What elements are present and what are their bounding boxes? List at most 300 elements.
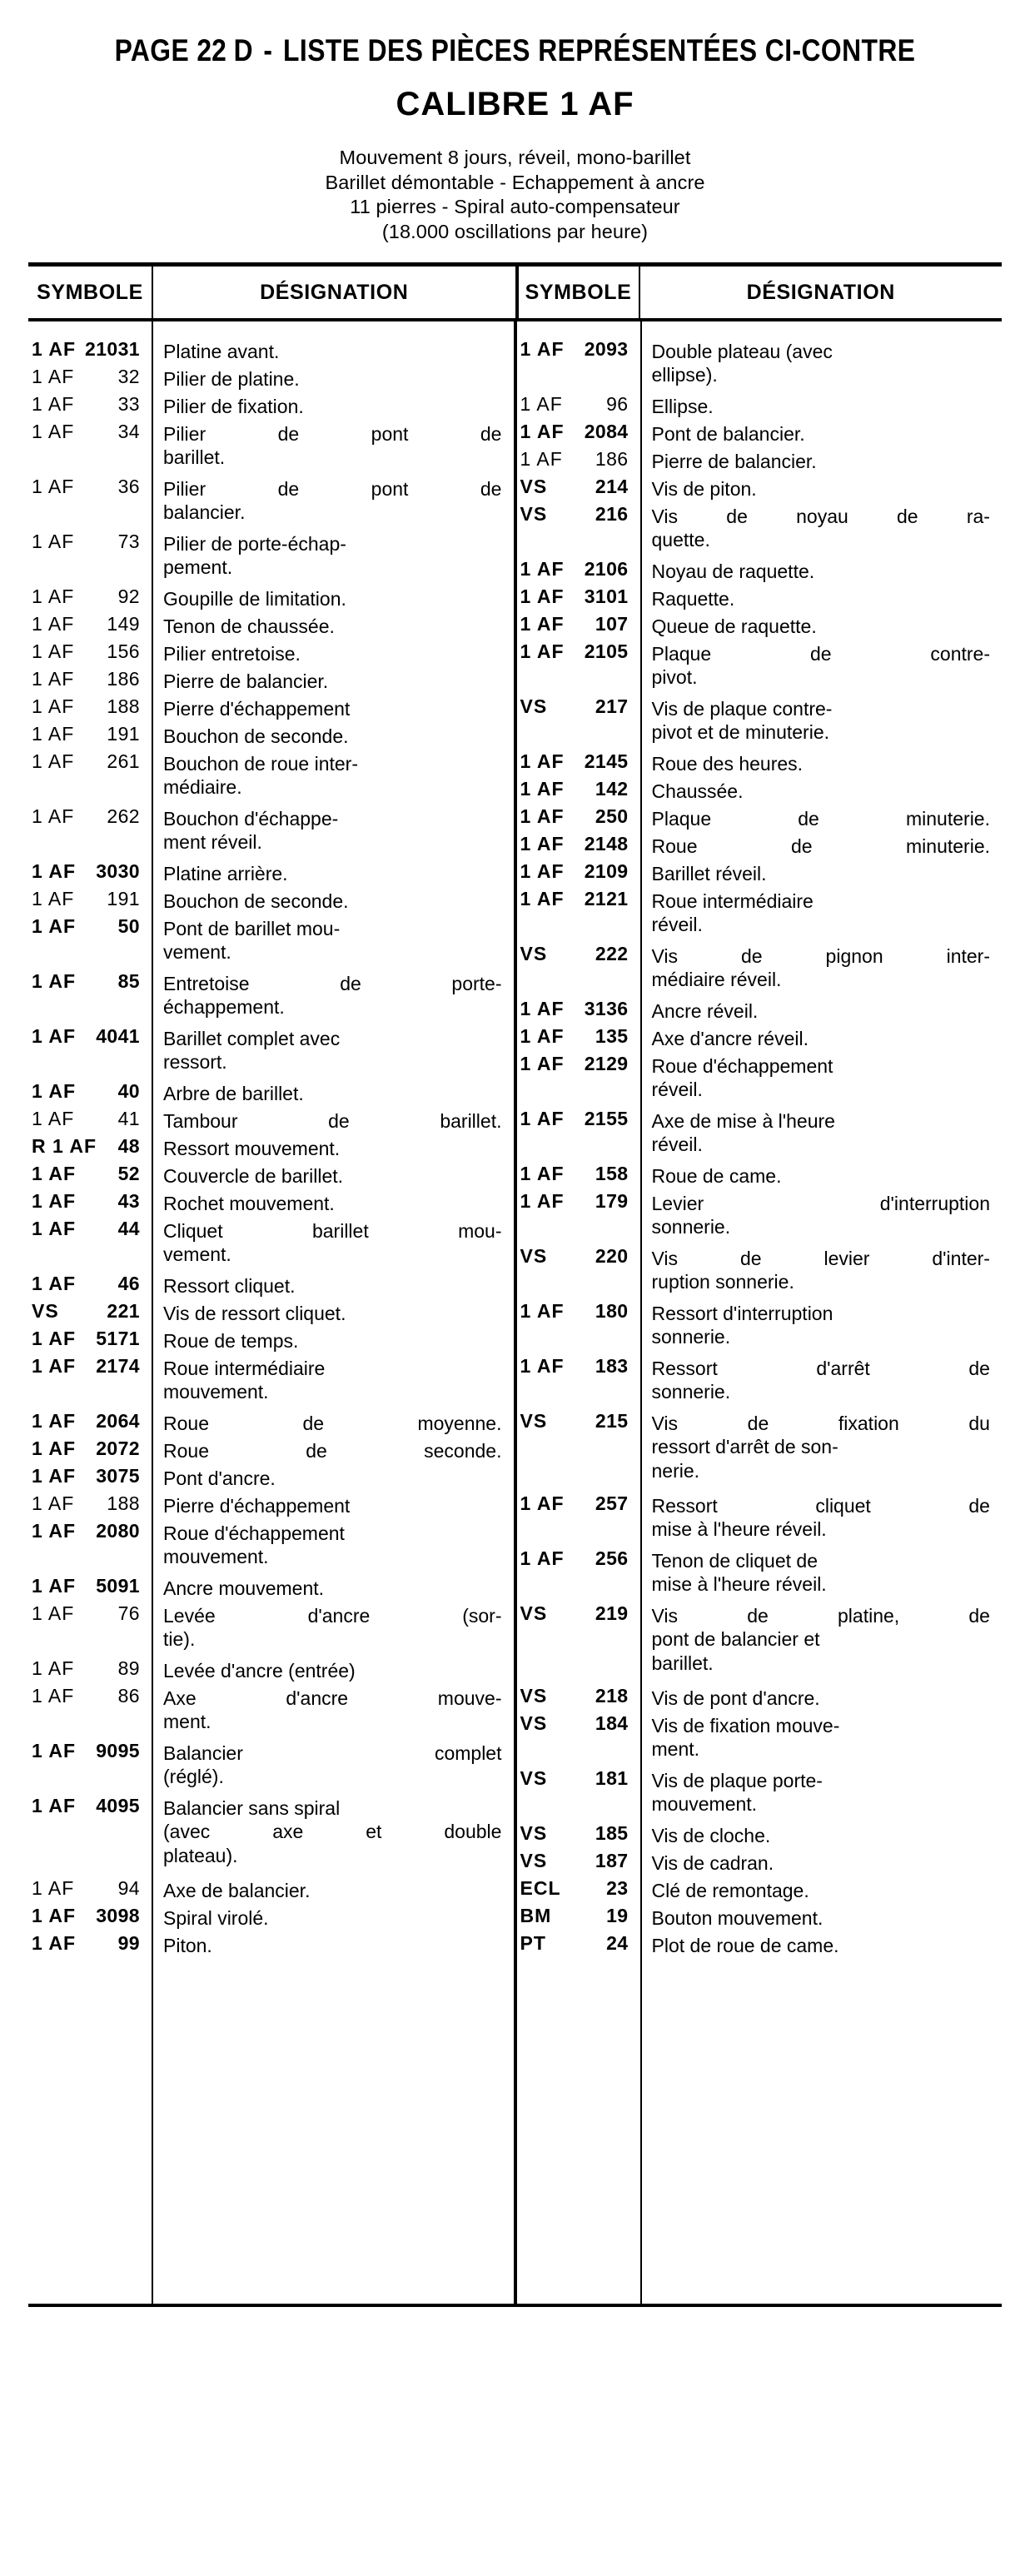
- designation-line: Entretoise de porte-: [163, 973, 502, 995]
- part-symbol-prefix: 1 AF: [32, 1795, 76, 1817]
- part-symbol: [28, 1219, 152, 1274]
- designation-line: Pont d'ancre.: [163, 1467, 276, 1490]
- part-symbol-prefix: VS: [520, 1685, 548, 1707]
- part-symbol-prefix: 1 AF: [520, 338, 565, 361]
- part-symbol: [517, 1412, 640, 1494]
- designation-line: Pont de balancier.: [651, 423, 805, 446]
- part-symbol-number: 219: [595, 1602, 629, 1625]
- calibre-title: CALIBRE 1 AF: [396, 86, 634, 122]
- designation-line: ment réveil.: [163, 831, 262, 854]
- part-symbol-prefix: 1 AF: [520, 421, 565, 443]
- designation-line: Vis de ressort cliquet.: [163, 1303, 346, 1325]
- part-symbol-prefix: 1 AF: [32, 1602, 75, 1625]
- table-row-symbol: [517, 1027, 640, 1054]
- designation-line: Bouchon d'échappe-: [163, 808, 339, 830]
- part-symbol-number: 48: [117, 1135, 140, 1158]
- part-symbol: [517, 340, 640, 395]
- designation-line: Tenon de chaussée.: [163, 615, 335, 638]
- part-symbol-number: 250: [595, 805, 629, 828]
- table-row-symbol: [28, 1302, 152, 1329]
- designation-line: Cliquet barillet mou-: [163, 1220, 502, 1243]
- designation-line: mouvement.: [651, 1793, 758, 1816]
- part-symbol: [28, 1137, 152, 1164]
- designation-line: vement.: [163, 1243, 231, 1266]
- table-row-symbol: [517, 944, 640, 999]
- part-designation: [642, 1247, 1003, 1302]
- page-header: [0, 0, 1030, 244]
- designation-line: Vis de plaque contre-: [651, 698, 833, 720]
- part-symbol-prefix: 1 AF: [32, 1328, 76, 1350]
- designation-line: Axe de balancier.: [163, 1880, 311, 1902]
- part-symbol-prefix: 1 AF: [32, 613, 75, 635]
- table-row-symbol: [517, 1769, 640, 1824]
- part-symbol-number: 3098: [96, 1905, 140, 1927]
- table-row-designation: [642, 780, 1003, 807]
- designation-line: Plot de roue de came.: [651, 1935, 839, 1957]
- part-symbol-prefix: VS: [520, 943, 548, 965]
- part-symbol-prefix: 1 AF: [520, 1355, 565, 1378]
- designation-line: pement.: [163, 556, 233, 579]
- table-row-symbol: [28, 1219, 152, 1274]
- table-row-designation: [642, 835, 1003, 862]
- part-designation: [642, 477, 1003, 505]
- part-designation: [153, 725, 514, 752]
- designation-line: Barillet réveil.: [651, 863, 767, 885]
- part-designation: [642, 807, 1003, 835]
- table-row-designation: [153, 1274, 514, 1302]
- part-symbol: [517, 780, 640, 807]
- table-row-designation: [642, 1824, 1003, 1851]
- part-symbol: [517, 1714, 640, 1769]
- part-symbol-prefix: 1 AF: [32, 421, 75, 443]
- table-row-designation: [642, 1906, 1003, 1934]
- table-row-symbol: [28, 340, 152, 367]
- table-row-symbol: [28, 1467, 152, 1494]
- part-symbol: [28, 1467, 152, 1494]
- part-symbol-number: 142: [595, 778, 629, 800]
- table-row-symbol: [28, 532, 152, 587]
- part-designation: [153, 642, 514, 670]
- designation-line: vement.: [163, 941, 231, 964]
- part-symbol-prefix: 1 AF: [32, 1410, 76, 1432]
- part-symbol-prefix: 1 AF: [520, 393, 563, 416]
- table-row-symbol: [517, 1412, 640, 1494]
- part-symbol: [517, 450, 640, 477]
- part-symbol: [517, 642, 640, 697]
- part-symbol: [28, 1412, 152, 1439]
- designation-line: médiaire réveil.: [651, 969, 782, 991]
- table-row-symbol: [28, 697, 152, 725]
- table-row-symbol: [517, 477, 640, 505]
- table-row-designation: [153, 1357, 514, 1412]
- designation-line: Tambour de barillet.: [163, 1110, 502, 1133]
- table-row-designation: [153, 697, 514, 725]
- table-row-symbol: [28, 1274, 152, 1302]
- part-symbol-prefix: 1 AF: [32, 750, 75, 773]
- part-symbol: [517, 1357, 640, 1412]
- part-designation: [153, 1357, 514, 1412]
- part-symbol: [517, 1906, 640, 1934]
- part-symbol: [517, 999, 640, 1027]
- designation-line: mise à l'heure réveil.: [651, 1573, 827, 1596]
- part-symbol-prefix: 1 AF: [520, 888, 565, 910]
- table-row-symbol: [517, 862, 640, 889]
- part-symbol-prefix: VS: [520, 476, 548, 498]
- table-bottom-rule: [28, 2304, 1002, 2307]
- designation-line: ellipse).: [651, 364, 718, 386]
- part-symbol: [517, 889, 640, 944]
- table-row-designation: [642, 1027, 1003, 1054]
- designation-line: Ressort cliquet de: [651, 1495, 990, 1517]
- part-designation: [153, 972, 514, 1027]
- part-symbol-prefix: 1 AF: [32, 1025, 76, 1048]
- part-symbol-number: 9095: [96, 1740, 140, 1762]
- table-row-symbol: [517, 560, 640, 587]
- part-symbol-number: 3101: [584, 585, 629, 608]
- page-title-dash: -: [263, 33, 273, 67]
- designation-line: sonnerie.: [651, 1216, 731, 1238]
- part-symbol-number: 2148: [584, 833, 629, 855]
- part-symbol: [28, 889, 152, 917]
- designation-line: ressort d'arrêt de son-: [651, 1436, 838, 1458]
- page-title-rest: LISTE DES PIÈCES REPRÉSENTÉES CI-CONTRE: [283, 33, 916, 67]
- table-row-symbol: [28, 725, 152, 752]
- part-designation: [153, 532, 514, 587]
- part-designation: [153, 1219, 514, 1274]
- part-symbol: [517, 1824, 640, 1851]
- table-row-symbol: [28, 1741, 152, 1796]
- part-symbol: [28, 1302, 152, 1329]
- designation-line: Vis de platine, de: [651, 1605, 990, 1627]
- table-row-designation: [642, 1934, 1003, 1961]
- table-row-symbol: [517, 999, 640, 1027]
- part-symbol: [517, 1164, 640, 1192]
- part-designation: [153, 1741, 514, 1796]
- part-symbol-prefix: 1 AF: [32, 970, 76, 993]
- designation-line: Vis de piton.: [651, 478, 757, 501]
- table-row-designation: [153, 1687, 514, 1741]
- part-symbol: [28, 642, 152, 670]
- designation-line: Roue de minuterie.: [651, 835, 990, 858]
- part-symbol-number: 262: [107, 805, 140, 828]
- part-symbol-number: 135: [595, 1025, 629, 1048]
- part-designation: [642, 697, 1003, 752]
- table-row-designation: [642, 1851, 1003, 1879]
- part-symbol-number: 23: [606, 1877, 629, 1900]
- part-symbol: [28, 422, 152, 477]
- part-symbol: [517, 807, 640, 835]
- table-row-symbol: [28, 670, 152, 697]
- part-symbol-number: 4095: [96, 1795, 140, 1817]
- part-symbol-number: 222: [595, 943, 629, 965]
- part-symbol-number: 92: [117, 585, 140, 608]
- part-symbol-number: 2129: [584, 1053, 629, 1075]
- table-row-designation: [153, 367, 514, 395]
- part-designation: [642, 1549, 1003, 1604]
- table-row-symbol: [517, 807, 640, 835]
- designation-line: barillet.: [163, 446, 226, 469]
- part-symbol-number: 184: [595, 1712, 629, 1735]
- table-row-symbol: [517, 450, 640, 477]
- part-symbol-number: 2155: [584, 1108, 629, 1130]
- table-row-symbol: [517, 835, 640, 862]
- designation-line: réveil.: [651, 1079, 703, 1101]
- table-row-designation: [153, 1522, 514, 1577]
- part-symbol-prefix: 1 AF: [520, 448, 563, 471]
- part-designation: [153, 752, 514, 807]
- part-symbol: [28, 1329, 152, 1357]
- part-symbol-prefix: 1 AF: [32, 1685, 75, 1707]
- part-symbol-number: 21031: [85, 338, 140, 361]
- table-row-designation: [153, 1329, 514, 1357]
- description-line-4: (18.000 oscillations par heure): [381, 220, 649, 242]
- part-symbol: [517, 395, 640, 422]
- part-symbol-number: 76: [117, 1602, 140, 1625]
- part-designation: [642, 587, 1003, 615]
- part-symbol-prefix: 1 AF: [32, 695, 75, 718]
- page-title-page-number: 22 D: [197, 33, 253, 67]
- table-row-symbol: [28, 1522, 152, 1577]
- table-row-symbol: [517, 1549, 640, 1604]
- table-row-designation: [153, 532, 514, 587]
- designation-line: ment.: [163, 1711, 211, 1733]
- part-symbol: [517, 1192, 640, 1247]
- designation-line: Vis de levier d'inter-: [651, 1248, 990, 1270]
- part-symbol-prefix: 1 AF: [520, 1163, 565, 1185]
- part-symbol: [28, 1741, 152, 1796]
- table-row-symbol: [28, 917, 152, 972]
- part-designation: [153, 587, 514, 615]
- designation-line: pont de balancier et: [651, 1628, 820, 1651]
- table-row-designation: [642, 1302, 1003, 1357]
- part-symbol: [28, 1577, 152, 1604]
- designation-line: Queue de raquette.: [651, 615, 817, 638]
- part-symbol-prefix: 1 AF: [32, 1905, 76, 1927]
- part-designation: [153, 1302, 514, 1329]
- part-symbol-number: 24: [606, 1932, 629, 1955]
- designation-line: Pierre d'échappement: [163, 1495, 351, 1517]
- table-row-symbol: [28, 1357, 152, 1412]
- designation-line: Pilier de fixation.: [163, 396, 304, 418]
- part-symbol-prefix: 1 AF: [520, 558, 565, 580]
- part-designation: [153, 1522, 514, 1577]
- table-row-designation: [153, 1219, 514, 1274]
- designation-line: Ressort d'interruption: [651, 1303, 833, 1325]
- designation-line: Arbre de barillet.: [163, 1083, 304, 1105]
- designation-line: Clé de remontage.: [651, 1880, 809, 1902]
- part-symbol-number: 188: [107, 695, 140, 718]
- designation-line: Pierre d'échappement: [163, 698, 351, 720]
- designation-line: réveil.: [651, 1134, 703, 1156]
- part-symbol-number: 215: [595, 1410, 629, 1432]
- designation-line: mouvement.: [163, 1546, 269, 1568]
- part-designation: [153, 1192, 514, 1219]
- designation-line: sonnerie.: [651, 1326, 731, 1348]
- left-column-block: [28, 321, 514, 2304]
- part-symbol-number: 44: [117, 1218, 140, 1240]
- table-row-designation: [153, 752, 514, 807]
- part-symbol-prefix: BM: [520, 1905, 552, 1927]
- designation-line: Pierre de balancier.: [163, 670, 329, 693]
- part-designation: [642, 1879, 1003, 1906]
- designation-line: ruption sonnerie.: [651, 1271, 794, 1293]
- table-row-designation: [153, 670, 514, 697]
- part-symbol-number: 188: [107, 1492, 140, 1515]
- part-symbol-number: 2174: [96, 1355, 140, 1378]
- part-designation: [642, 1851, 1003, 1879]
- part-symbol-prefix: 1 AF: [32, 393, 75, 416]
- table-row-symbol: [517, 505, 640, 560]
- table-row-designation: [153, 1659, 514, 1687]
- table-row-designation: [642, 1714, 1003, 1769]
- left-designation-column: [152, 321, 514, 2304]
- designation-line: (avec axe et double: [163, 1821, 502, 1843]
- designation-line: (réglé).: [163, 1766, 224, 1788]
- header-designation-left: DÉSIGNATION: [152, 267, 515, 318]
- table-row-symbol: [28, 1687, 152, 1741]
- part-symbol-prefix: VS: [520, 1850, 548, 1872]
- designation-line: mouvement.: [163, 1381, 269, 1403]
- right-column-block: [517, 321, 1003, 2304]
- table-row-symbol: [517, 1604, 640, 1687]
- part-symbol-prefix: 1 AF: [520, 833, 565, 855]
- part-designation: [153, 1329, 514, 1357]
- table-row-designation: [642, 1769, 1003, 1824]
- designation-line: Pierre de balancier.: [651, 451, 817, 473]
- part-designation: [153, 1879, 514, 1906]
- part-symbol-prefix: 1 AF: [32, 1877, 75, 1900]
- part-symbol: [517, 1027, 640, 1054]
- part-designation: [153, 422, 514, 477]
- table-row-symbol: [28, 1604, 152, 1659]
- part-symbol-number: 99: [117, 1932, 140, 1955]
- part-symbol-prefix: 1 AF: [520, 640, 565, 663]
- part-symbol-prefix: VS: [520, 503, 548, 526]
- part-designation: [642, 560, 1003, 587]
- table-row-designation: [642, 1412, 1003, 1494]
- designation-line: Noyau de raquette.: [651, 561, 815, 583]
- part-symbol-number: 19: [606, 1905, 629, 1927]
- part-designation: [153, 1659, 514, 1687]
- part-symbol-prefix: 1 AF: [520, 1190, 565, 1213]
- table-row-symbol: [517, 615, 640, 642]
- table-row-symbol: [517, 697, 640, 752]
- part-symbol-prefix: 1 AF: [520, 585, 565, 608]
- designation-line: Levier d'interruption: [651, 1193, 990, 1215]
- part-symbol-prefix: 1 AF: [32, 1657, 75, 1680]
- part-symbol-number: 220: [595, 1245, 629, 1268]
- part-symbol-prefix: 1 AF: [520, 1492, 565, 1515]
- designation-line: Vis de cadran.: [651, 1852, 774, 1875]
- part-symbol-prefix: VS: [520, 1245, 548, 1268]
- table-row-designation: [642, 615, 1003, 642]
- right-symbole-column: [517, 321, 640, 2304]
- part-symbol: [517, 944, 640, 999]
- part-symbol: [28, 340, 152, 367]
- part-designation: [153, 697, 514, 725]
- designation-line: Vis de noyau de ra-: [651, 506, 990, 528]
- table-row-designation: [153, 615, 514, 642]
- designation-line: Roue d'échappement: [163, 1522, 345, 1545]
- table-row-symbol: [28, 1494, 152, 1522]
- designation-line: Pilier de platine.: [163, 368, 300, 391]
- part-symbol: [517, 835, 640, 862]
- table-row-designation: [153, 422, 514, 477]
- table-row-symbol: [517, 395, 640, 422]
- table-row-symbol: [28, 1659, 152, 1687]
- designation-line: Ancre mouvement.: [163, 1577, 325, 1600]
- part-symbol-prefix: 1 AF: [32, 1190, 76, 1213]
- designation-line: Vis de cloche.: [651, 1825, 771, 1847]
- part-symbol-number: 46: [117, 1273, 140, 1295]
- part-symbol-prefix: 1 AF: [32, 1355, 76, 1378]
- table-row-symbol: [28, 422, 152, 477]
- part-symbol: [517, 477, 640, 505]
- part-symbol-number: 32: [117, 366, 140, 388]
- part-symbol-prefix: 1 AF: [32, 805, 75, 828]
- table-row-designation: [642, 560, 1003, 587]
- part-designation: [642, 862, 1003, 889]
- designation-line: sonnerie.: [651, 1381, 731, 1403]
- table-row-designation: [153, 1879, 514, 1906]
- part-symbol: [517, 1054, 640, 1109]
- designation-line: Ressort mouvement.: [163, 1138, 341, 1160]
- designation-line: Piton.: [163, 1935, 212, 1957]
- table-header-row: [28, 267, 1002, 321]
- designation-line: Pilier de pont de: [163, 478, 502, 501]
- table-row-designation: [153, 1796, 514, 1879]
- part-symbol-number: 33: [117, 393, 140, 416]
- designation-line: Roue de came.: [651, 1165, 782, 1188]
- table-row-designation: [642, 862, 1003, 889]
- table-row-designation: [153, 1027, 514, 1082]
- part-symbol: [28, 1164, 152, 1192]
- designation-line: Axe de mise à l'heure: [651, 1110, 835, 1133]
- part-designation: [642, 1302, 1003, 1357]
- designation-line: Bouchon de roue inter-: [163, 753, 358, 775]
- part-symbol-number: 86: [117, 1685, 140, 1707]
- table-row-symbol: [517, 1054, 640, 1109]
- part-symbol-number: 191: [107, 888, 140, 910]
- table-row-designation: [153, 1494, 514, 1522]
- table-row-designation: [642, 1357, 1003, 1412]
- part-symbol: [28, 1027, 152, 1082]
- part-designation: [642, 1687, 1003, 1714]
- table-row-designation: [153, 1192, 514, 1219]
- table-row-designation: [642, 477, 1003, 505]
- part-symbol: [28, 807, 152, 862]
- designation-line: Rochet mouvement.: [163, 1193, 335, 1215]
- part-designation: [153, 1137, 514, 1164]
- part-symbol-number: 2106: [584, 558, 629, 580]
- part-symbol-prefix: 1 AF: [32, 476, 75, 498]
- table-row-symbol: [517, 1851, 640, 1879]
- part-symbol-number: 186: [107, 668, 140, 690]
- part-symbol: [517, 1687, 640, 1714]
- table-row-designation: [642, 889, 1003, 944]
- part-symbol-prefix: 1 AF: [32, 888, 75, 910]
- part-designation: [153, 917, 514, 972]
- part-symbol-prefix: 1 AF: [32, 1932, 76, 1955]
- table-row-designation: [642, 752, 1003, 780]
- table-row-designation: [153, 1082, 514, 1109]
- designation-line: Platine arrière.: [163, 863, 288, 885]
- table-row-symbol: [517, 752, 640, 780]
- table-row-symbol: [517, 1714, 640, 1769]
- part-designation: [153, 1577, 514, 1604]
- part-designation: [642, 999, 1003, 1027]
- part-designation: [642, 780, 1003, 807]
